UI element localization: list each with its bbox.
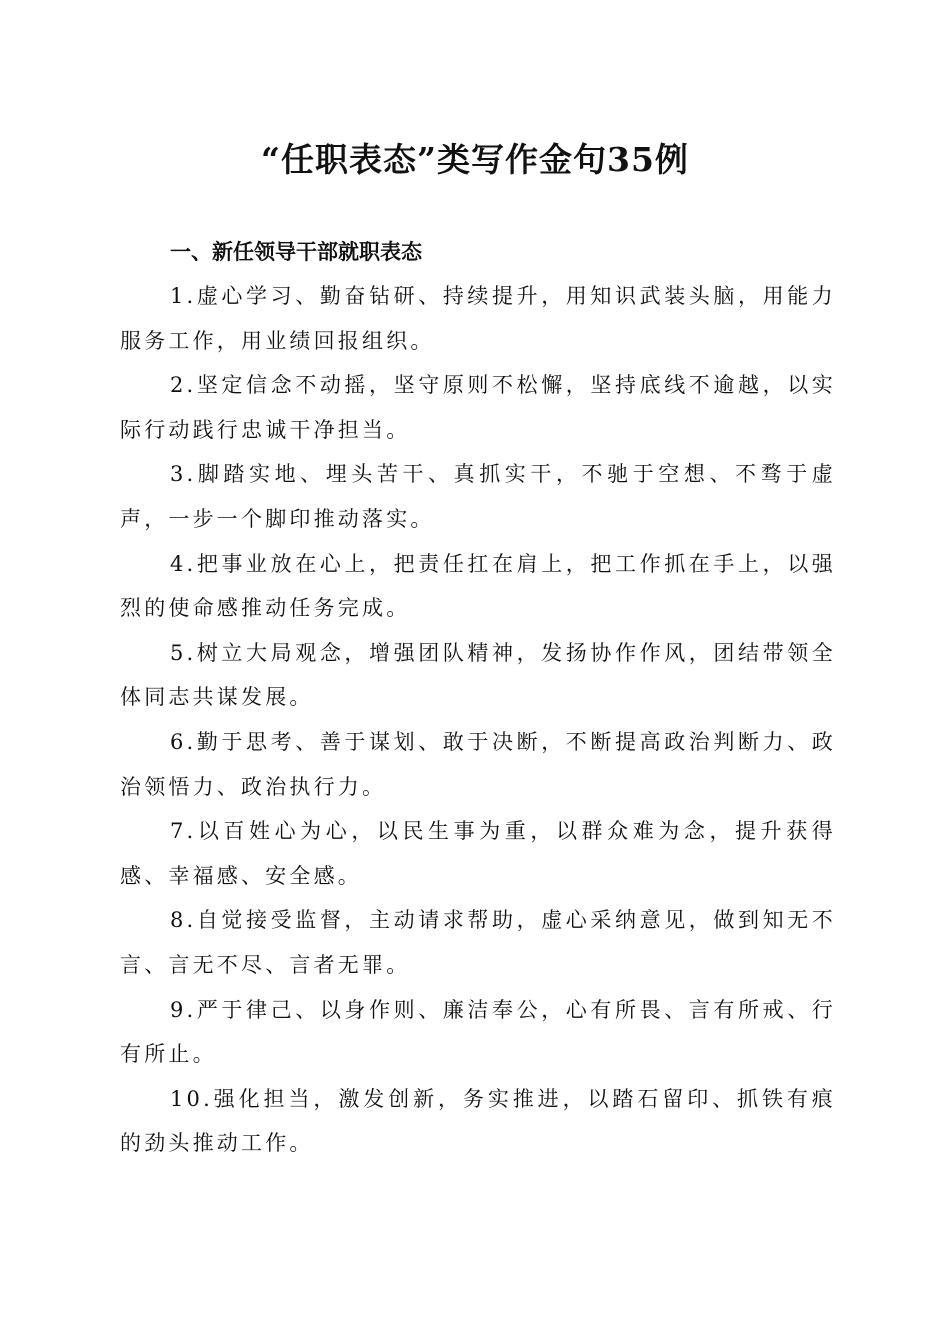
list-item: 3.脚踏实地、埋头苦干、真抓实干，不驰于空想、不骛于虚声，一步一个脚印推动落实。	[120, 462, 836, 531]
list-item: 6.勤于思考、善于谋划、敢于决断，不断提高政治判断力、政治领悟力、政治执行力。	[120, 729, 836, 799]
list-item: 5.树立大局观念，增强团队精神，发扬协作作风，团结带领全体同志共谋发展。	[120, 640, 836, 710]
list-item: 8.自觉接受监督，主动请求帮助，虚心采纳意见，做到知无不言、言无不尽、言者无罪。	[120, 908, 836, 977]
list-item: 2.坚定信念不动摇，坚守原则不松懈，坚持底线不逾越，以实际行动践行忠诚干净担当。	[120, 373, 836, 442]
list-item: 7.以百姓心为心，以民生事为重，以群众难为念，提升获得感、幸福感、安全感。	[120, 819, 836, 888]
list-item: 9.严于律己、以身作则、廉洁奉公，心有所畏、言有所戒、行有所止。	[120, 997, 836, 1067]
document-body	[120, 230, 836, 1166]
section-heading: 一、新任领导干部就职表态	[170, 240, 422, 264]
list-item: 1.虚心学习、勤奋钻研、持续提升，用知识武装头脑，用能力服务工作，用业绩回报组织。	[120, 284, 836, 353]
document-title: “任职表态”类写作金句35例	[261, 140, 689, 179]
list-item: 10.强化担当，激发创新，务实推进，以踏石留印、抓铁有痕的劲头推动工作。	[120, 1086, 836, 1156]
list-item: 4.把事业放在心上，把责任扛在肩上，把工作抓在手上，以强烈的使命感推动任务完成。	[120, 551, 836, 621]
